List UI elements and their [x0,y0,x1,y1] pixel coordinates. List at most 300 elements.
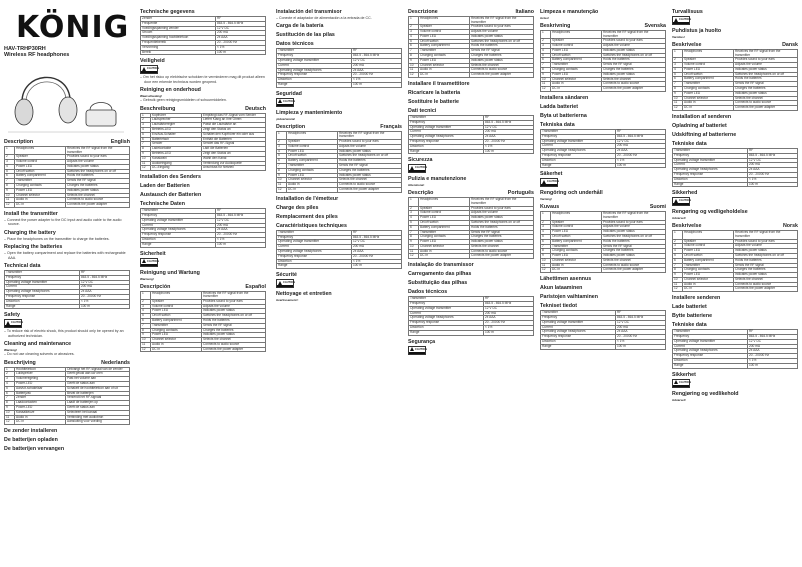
spec-label: Operating voltage headphones [409,135,484,140]
row-function: Verzendt het RF-signaal [66,396,130,401]
row-function: Charges the batteries [338,168,402,173]
column-1 [4,6,130,562]
caution-icon: CAUTION [408,164,426,173]
section-language: Svenska [644,23,666,29]
row-part: Audioeingang [151,161,202,166]
row-number: 4 [277,149,287,154]
row-part: Kanalwahl [151,156,202,161]
table-row [141,50,266,55]
row-part: DC in [551,87,602,92]
heading-tech-en: Technical data [4,262,41,269]
brand-logo [4,6,130,44]
spec-value: 20 - 20000 Hz [216,233,266,238]
section-title: Descripción [140,283,171,290]
row-function: Indicates power status [66,164,130,169]
row-part: Power-LED [15,405,66,410]
heading-seguridad: Seguridad [276,90,302,97]
section-description-no [672,223,798,229]
row-number: 5 [673,253,683,258]
spec-value: 20 - 20000 Hz [352,254,402,259]
row-number: 4 [541,230,551,235]
row-part: Battery compartment [683,77,734,82]
tech-table-fr [276,230,402,269]
row-function: Receives the RF signal from the transmitter [602,212,666,220]
row-function: Selects the channel [734,96,798,101]
heading-securite: Sécurité [276,272,297,279]
row-function: Sends the RF signal [338,163,402,168]
spec-value: 2x AAA [352,68,402,73]
row-function: Switches the headphones on or off [338,154,402,159]
row-number: 7 [5,396,15,401]
spec-value: 2x AAA [484,316,534,321]
warning-symbol [672,16,798,25]
warning-symbol [540,178,666,187]
row-number: 10 [673,277,683,282]
spec-value: < 1% [748,177,798,182]
row-part: Power LED [419,216,470,221]
heading-tekniset: Tekniset tiedot [540,303,577,310]
spec-label: Distortion [5,299,80,304]
row-number: 5 [5,386,15,391]
row-part: Power LED [15,164,66,169]
row-function: Holds the batteries [202,318,266,323]
spec-value: < 1% [216,237,266,242]
row-number: 12 [409,73,419,78]
row-part: Speaker [419,206,470,211]
row-part: Battery compartment [151,318,202,323]
heading-puhdistus: Puhdistus ja huolto [672,28,722,34]
row-part: Charging contacts [551,67,602,72]
spec-label: Frequency [277,54,352,59]
row-function: Sends the RF signal [602,63,666,68]
spec-label: Distortion [141,237,216,242]
row-number: 3 [5,159,15,164]
row-number: 9 [409,240,419,245]
row-function: Connects to audio source [470,249,534,254]
spec-label: Range [5,304,80,309]
section-description-de [140,106,266,112]
caution-icon: CAUTION [276,98,294,107]
row-function: Holds the batteries [470,44,534,49]
section-language: Português [507,190,534,197]
row-number: 6 [409,225,419,230]
row-part: Transmitter [683,82,734,87]
row-function: Holds the batteries [602,239,666,244]
spec-label: Operating voltage headphones [409,316,484,321]
row-number: 12 [5,420,15,425]
row-part: Charging contacts [683,268,734,273]
tech-table-fi [540,310,666,349]
row-number: 8 [541,67,551,72]
row-number: 6 [673,77,683,82]
heading-ladda: Ladda batteriet [540,103,578,110]
section-language: Deutsch [245,105,266,112]
spec-label: Frequency response [141,233,216,238]
row-number: 8 [141,147,151,152]
spec-value: 100 m [748,182,798,187]
row-number: 10 [409,63,419,68]
row-function: Adjusts the volume [734,244,798,249]
spec-value: RF [352,230,402,235]
heading-akun: Akun lataaminen [540,285,583,292]
row-number: 1 [673,231,683,239]
section-description-pt [408,190,534,196]
spec-value: 2x AAA [216,36,266,41]
section-title: Description [4,139,34,145]
row-number: 3 [409,29,419,34]
row-function: Selecteert het kanaal [66,410,130,415]
spec-value: 100 m [748,363,798,368]
spec-label: Frequency response [409,139,484,144]
spec-value: RF [748,330,798,335]
description-table-de [140,113,266,172]
row-number: 5 [409,39,419,44]
row-part: Volume control [419,29,470,34]
spec-label: Frequency response [673,354,748,359]
row-part: Audio in [551,263,602,268]
row-part: Speaker [551,39,602,44]
spec-label: Frequency [141,213,216,218]
spec-label: Frequency [673,153,748,158]
spec-label: Current [409,311,484,316]
row-part: Headphones [419,17,470,25]
row-part: Channel selector [551,77,602,82]
row-function: Verbinding met audiobron [66,415,130,420]
heading-sikkerhet: Sikkerhet [672,371,696,378]
spec-value: < 1% [484,144,534,149]
spec-value: 100 m [616,344,666,349]
section-language: Español [245,283,266,290]
row-function: Wählt den Kanal [202,156,266,161]
spec-label: Range [541,163,616,168]
spec-value: 863.5 - 864.5 MHz [748,335,798,340]
spec-value: 200 mA [216,223,266,228]
row-function: Selects the channel [66,193,130,198]
row-function: Receives the RF signal from the transmitter [602,31,666,39]
row-part: Audio in [419,68,470,73]
row-function: Receives the RF signal from the transmitter [470,17,534,25]
spec-value: < 1% [484,326,534,331]
row-number: 9 [409,58,419,63]
caution-icon: CAUTION [540,178,558,187]
row-part: Power LED [419,58,470,63]
row-function: Charges the batteries [734,86,798,91]
row-part: Charging contacts [151,328,202,333]
safety-text: – To reduce risk of electric shock, this product should only be opened by an authorized technician. [4,329,124,338]
spec-value: 200 mA [616,325,666,330]
spec-label: Distortion [277,78,352,83]
row-function: Sends the RF signal [470,49,534,54]
row-function: Connects to audio source [734,282,798,287]
spec-value: 2x AAA [616,149,666,154]
row-part: Transmitter [419,49,470,54]
row-function: Connects to audio source [66,198,130,203]
spec-label: Frequency response [673,172,748,177]
row-number: 9 [673,91,683,96]
spec-label: Operating voltage transmitter [5,280,80,285]
warning-label: Advarsel! [672,216,686,221]
spec-value: 863.5 - 864.5 MHz [484,120,534,125]
warning-symbol [4,319,130,328]
heading-sakerhet: Säkerhet [540,171,563,178]
row-number: 7 [541,63,551,68]
row-part: Volumeregeling [15,377,66,382]
row-part: Transmitter [419,230,470,235]
row-part: DC in [419,254,470,259]
row-number: 7 [277,163,287,168]
row-function: Provides sound to your ears [66,155,130,160]
row-function: Geeft de status aan [66,381,130,386]
heading-rengjoring: Rengjøring og vedlikehold [672,390,739,397]
heading-sicurezza: Sicurezza [408,157,433,164]
row-number: 3 [541,225,551,230]
row-function: Adjusts the volume [338,144,402,149]
heading-byta: Byta ut batterierna [540,112,587,119]
row-function: Connects to audio source [602,263,666,268]
spec-value: 20 - 20000 Hz [616,335,666,340]
heading-instalacao: Instalação do transmissor [408,262,474,269]
section-description-es [140,284,266,290]
table-row [541,268,666,273]
row-number: 6 [409,44,419,49]
row-number: 3 [673,62,683,67]
description-table-es [140,291,266,353]
row-part: Power LED [287,173,338,178]
tech-table-pt [408,296,534,335]
row-part: Battery compartment [551,239,602,244]
spec-value: 200 mA [748,344,798,349]
row-part: Power LED [287,149,338,154]
table-row [141,242,266,247]
row-part: Battery compartment [287,159,338,164]
row-function: Selects the channel [470,244,534,249]
row-number: 9 [141,151,151,156]
spec-value: 20 - 20000 Hz [216,40,266,45]
row-function: Adjusts the volume [602,225,666,230]
row-number: 4 [409,34,419,39]
column-5 [540,6,666,562]
row-number: 4 [5,381,15,386]
row-number: 11 [541,263,551,268]
spec-label: Distortion [409,326,484,331]
spec-value: 100 m [484,330,534,335]
spec-label: Current [541,325,616,330]
spec-label: Range [277,264,352,269]
row-number: 9 [141,333,151,338]
spec-value: 20 - 20000 Hz [352,73,402,78]
row-function: Connects the power adapter [734,106,798,111]
row-part: Power LED [151,333,202,338]
row-function: Connects the power adapter [734,287,798,292]
row-part: Headphones [551,212,602,220]
row-number: 12 [409,254,419,259]
spec-label: Operating voltage transmitter [409,306,484,311]
row-part: Laadcontacten [15,401,66,406]
spec-label: Frequency [277,235,352,240]
row-number: 10 [5,410,15,415]
row-part: On/off switch [683,253,734,258]
row-function: Connects to audio source [734,101,798,106]
row-number: 2 [5,155,15,160]
row-function: Bevat de batterijen [66,391,130,396]
row-part: Power LED [683,91,734,96]
description-table-it [408,16,534,78]
table-row [141,166,266,171]
row-number: 1 [541,31,551,39]
spec-label: Operating voltage headphones [673,349,748,354]
row-number: 4 [5,164,15,169]
section-description-fr [276,124,402,130]
spec-label: Current [673,344,748,349]
warning-label: Warning! [4,348,17,353]
spec-value: < 1% [352,259,402,264]
spec-label: Operating voltage transmitter [141,218,216,223]
row-function: Adjusts the volume [66,159,130,164]
spec-value: 12 V DC [484,125,534,130]
spec-value: RF [216,17,266,22]
row-part: Power LED [683,67,734,72]
row-number: 4 [409,216,419,221]
row-part: Charging contacts [15,183,66,188]
row-part: Power LED [419,240,470,245]
warning-symbol [140,65,266,74]
row-number: 1 [141,113,151,118]
row-function: Connects to audio source [470,68,534,73]
row-function: Indicates power status [470,34,534,39]
section-language: Nederlands [101,359,130,366]
heading-laden: De batterijen opladen [4,437,58,444]
spec-value: 863.5 - 864.5 MHz [216,21,266,26]
row-number: 6 [5,391,15,396]
row-function: Switches the headphones on or off [602,234,666,239]
caution-icon: CAUTION [140,258,158,267]
spec-value: < 1% [352,78,402,83]
spec-value: 2x AAA [748,349,798,354]
row-function: Indicates power status [602,48,666,53]
spec-value: 200 mA [352,63,402,68]
row-part: Power LED [683,249,734,254]
row-number: 9 [541,72,551,77]
row-function: Indicates power status [734,91,798,96]
row-number: 7 [541,244,551,249]
spec-label: Frequentiebereik [141,40,216,45]
row-function: Adjusts the volume [470,29,534,34]
reiniging-text: – Gebruik geen reinigingsmiddelen of schuurmiddelen. [140,98,227,103]
heading-reiniging: Reiniging en onderhoud [140,87,201,94]
spec-label: Operating voltage headphones [5,290,80,295]
row-number: 10 [541,77,551,82]
row-number: 7 [5,179,15,184]
description-table-fr [276,131,402,193]
spec-value: 100 m [216,242,266,247]
row-part: Speaker [683,58,734,63]
row-function: Sends the RF signal [602,244,666,249]
description-table-dk [672,49,798,111]
row-function: Schakelt de hoofdtelefoon aan of uit [66,386,130,391]
spec-value: 863.5 - 864.5 MHz [484,302,534,307]
row-part: Aan/uit-schakelaar [15,386,66,391]
spec-value: 12 V DC [616,139,666,144]
row-part: Hoofdtelefoon [15,367,66,372]
row-part: Speaker [15,155,66,160]
row-function: Receives the RF signal from the transmitter [66,147,130,155]
row-function: Connects to audio source [338,183,402,188]
row-part: Volume control [287,144,338,149]
row-number: 3 [409,211,419,216]
row-part: On/off switch [551,53,602,58]
row-number: 5 [141,314,151,319]
heading-charge-fr: Charge des piles [276,204,319,211]
row-function: Indicates power status [734,273,798,278]
spec-label: Operating voltage transmitter [673,158,748,163]
warning-symbol [276,98,402,107]
row-function: Provides sound to your ears [734,239,798,244]
spec-value: 863.5 - 864.5 MHz [352,235,402,240]
row-part: Headphones [151,291,202,299]
spec-label: Operating voltage transmitter [541,320,616,325]
table-row [277,187,402,192]
table-row [5,203,130,208]
heading-replace: Replacing the batteries [4,244,63,251]
table-row [141,291,266,299]
row-function: Connects the power adapter [470,73,534,78]
row-number: 7 [673,263,683,268]
spec-value: 863.5 - 864.5 MHz [216,213,266,218]
row-number: 11 [5,198,15,203]
row-number: 7 [141,323,151,328]
row-number: 11 [141,161,151,166]
row-number: 11 [409,68,419,73]
warning-label: Aviso! [540,16,550,20]
heading-installere: Installere senderen [672,295,721,302]
spec-label: Frequency [541,316,616,321]
row-part: Transmitter [551,63,602,68]
row-function: Connects to audio source [602,82,666,87]
spec-value: RF [484,115,534,120]
spec-value: 12 V DC [216,218,266,223]
heading-installation-fr: Installation de l'émetteur [276,195,339,202]
spec-value: < 1% [748,359,798,364]
row-function: Sendet das RF-Signal [202,142,266,147]
heading-tech-nl: Technische gegevens [140,9,195,15]
spec-value: 200 mA [484,311,534,316]
spec-label: Current [673,163,748,168]
row-function: Holds the batteries [734,77,798,82]
spec-value: 100 m [616,163,666,168]
warning-symbol [140,258,266,267]
row-part: Kopfhörer [151,113,202,118]
row-function: Selects the channel [338,178,402,183]
brand-logo-text: KÖNIG [16,10,130,45]
row-number: 7 [141,142,151,147]
spec-value: 2x AAA [748,168,798,173]
spec-value: 100 m [352,82,402,87]
spec-label: Distortion [541,158,616,163]
heading-veiligheid: Veiligheid [140,58,165,65]
heading-paristo: Paristojen vaihtaminen [540,294,598,301]
row-part: On/off switch [151,314,202,319]
row-part: Power LED [419,34,470,39]
row-function: Adjusts the volume [734,62,798,67]
heading-caracteristiques: Caractéristiques techniques [276,222,347,229]
row-number: 8 [541,249,551,254]
table-row [409,254,534,259]
row-number: 3 [5,377,15,382]
table-row [409,198,534,206]
row-function: Holds the batteries [338,159,402,164]
spec-label: Transmitter [277,230,352,235]
description-table-nl [4,367,130,426]
